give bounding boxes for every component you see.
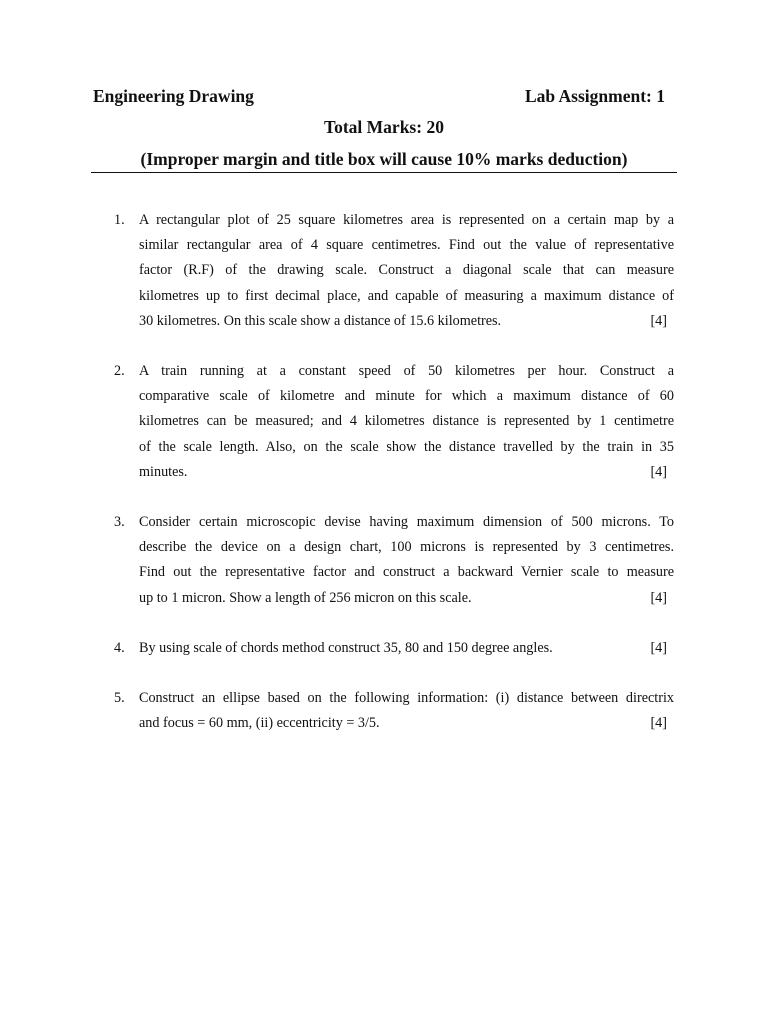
question-text-line	[139, 636, 674, 661]
question-text-end: and focus = 60 mm, (ii) eccentricity = 3/5.	[139, 715, 380, 732]
question-text-line: similar rectangular area of 4 square centimetres. Find out the value of representative	[139, 237, 674, 254]
question-1	[114, 208, 674, 334]
question-list	[114, 208, 674, 761]
header-divider	[91, 172, 677, 173]
total-marks: Total Marks: 20	[324, 117, 444, 137]
question-3	[114, 510, 674, 611]
header	[93, 86, 665, 110]
question-text-end: up to 1 micron. Show a length of 256 micron on this scale.	[139, 589, 472, 606]
question-text-end: minutes.	[139, 463, 188, 480]
question-number: 3.	[114, 514, 125, 531]
question-text-line: factor (R.F) of the drawing scale. Construct a diagonal scale that can measure	[139, 262, 674, 279]
assignment-title: Lab Assignment: 1	[524, 86, 665, 106]
question-text-line: A train running at a constant speed of 50 kilometres per hour. Construct a	[139, 363, 674, 380]
question-text-line: Construct an ellipse based on the following information: (i) distance between directrix	[139, 690, 674, 707]
question-marks: [4]	[650, 589, 667, 606]
question-text-line: A rectangular plot of 25 square kilometres area is represented on a certain map by a	[139, 212, 674, 228]
question-text-line	[139, 711, 674, 736]
question-text-line: describe the device on a design chart, 100 microns is represented by 3 centimetres.	[139, 539, 674, 556]
question-text-line: Find out the representative factor and construct a backward Vernier scale to measure	[139, 564, 674, 581]
question-text-end: By using scale of chords method construct 35, 80 and 150 degree angles.	[139, 639, 553, 656]
question-4	[114, 636, 674, 661]
question-marks: [4]	[650, 312, 667, 329]
question-number: 2.	[114, 363, 125, 380]
course-title: Engineering Drawing	[93, 86, 254, 106]
question-marks: [4]	[650, 715, 667, 732]
question-number: 4.	[114, 639, 125, 656]
question-number: 5.	[114, 690, 125, 707]
question-text-line: of the scale length. Also, on the scale show the distance travelled by the train in 35	[139, 438, 674, 455]
question-text-end: 30 kilometres. On this scale show a distance of 15.6 kilometres.	[139, 312, 502, 329]
question-text-line	[139, 586, 674, 611]
question-marks: [4]	[650, 463, 667, 480]
question-text-line: kilometres up to first decimal place, and capable of measuring a maximum distance of	[139, 287, 674, 304]
question-text-line: kilometres can be measured; and 4 kilometres distance is represented by 1 centimetre	[139, 413, 674, 430]
question-5	[114, 686, 674, 736]
question-number: 1.	[114, 212, 125, 228]
question-2	[114, 359, 674, 485]
question-marks: [4]	[650, 639, 667, 656]
question-text-line: Consider certain microscopic devise having maximum dimension of 500 microns. To	[139, 514, 674, 531]
question-text-line: comparative scale of kilometre and minute for which a maximum distance of 60	[139, 388, 674, 405]
question-text-line	[139, 309, 674, 334]
question-text-line	[139, 460, 674, 485]
deduction-warning: (Improper margin and title box will cause 10% marks deduction)	[140, 149, 628, 169]
